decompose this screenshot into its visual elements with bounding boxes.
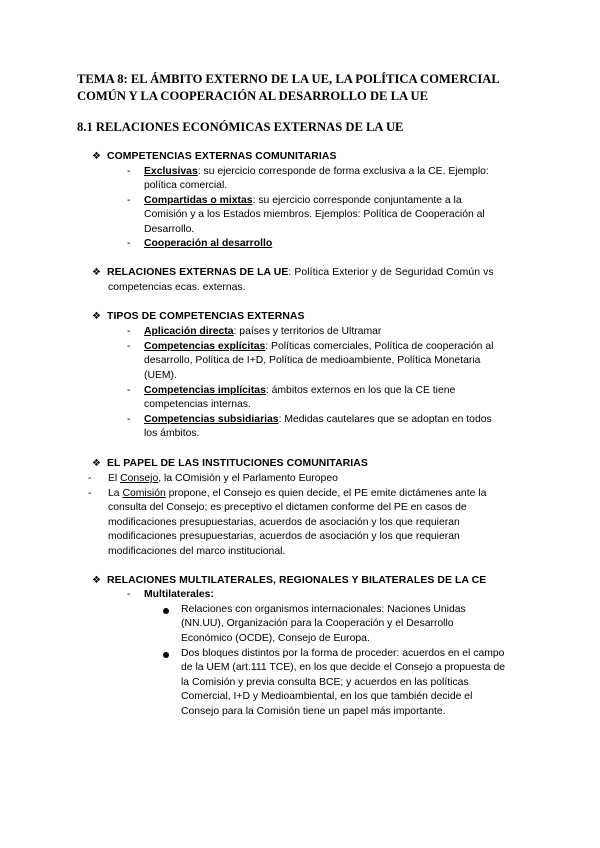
section-subtitle: 8.1 RELACIONES ECONÓMICAS EXTERNAS DE LA UE: [77, 120, 404, 134]
dash-bullet: -: [127, 385, 131, 396]
dash-bullet: -: [88, 473, 92, 484]
diamond-bullet-icon: ❖: [92, 575, 102, 586]
section-heading-competencias: [92, 150, 337, 164]
section-heading-instituciones: [92, 457, 368, 471]
title-line-1: TEMA 8: EL ÁMBITO EXTERNO DE LA UE, LA POLÍTICA COMERCIAL: [77, 72, 500, 86]
term-implicitas: Competencias implícitas: [144, 385, 266, 396]
section-heading-tipos: [92, 310, 305, 324]
section-heading-text: RELACIONES MULTILATERALES, REGIONALES Y BILATERALES DE LA CE: [107, 575, 487, 586]
dash-bullet: -: [127, 341, 131, 352]
term-cooperacion: Cooperación al desarrollo: [144, 238, 273, 249]
dash-bullet: -: [127, 195, 131, 206]
term-compartidas: Compartidas o mixtas: [144, 195, 253, 206]
diamond-bullet-icon: ❖: [92, 267, 102, 278]
subheading-multilaterales: Multilaterales:: [144, 589, 214, 600]
dash-bullet: -: [127, 166, 131, 177]
diamond-bullet-icon: ❖: [92, 151, 102, 162]
section-continuation: competencias ecas. externas.: [108, 282, 246, 293]
term-subsidiarias: Competencias subsidiarias: [144, 414, 279, 425]
bullet-dot-icon: [163, 652, 169, 658]
section-heading-text: COMPETENCIAS EXTERNAS COMUNITARIAS: [107, 151, 337, 162]
term-comision: Comisión: [122, 488, 166, 499]
dash-bullet: -: [127, 326, 131, 337]
section-heading-relaciones-multilaterales: [92, 574, 486, 588]
diamond-bullet-icon: ❖: [92, 311, 102, 322]
term-aplicacion-directa: Aplicación directa: [144, 326, 234, 337]
section-heading-text: EL PAPEL DE LAS INSTITUCIONES COMUNITARIAS: [107, 458, 368, 469]
dash-bullet: -: [127, 238, 131, 249]
dash-bullet: -: [127, 414, 131, 425]
section-heading-text: RELACIONES EXTERNAS DE LA UE: [107, 267, 289, 278]
page-title: [77, 71, 537, 104]
term-consejo: Consejo: [120, 473, 159, 484]
section-heading-relaciones-externas: ❖ RELACIONES EXTERNAS DE LA UE: Política Exterior y de Seguridad Común vs: [92, 267, 494, 278]
bullet-dot-icon: [163, 608, 169, 614]
term-exclusivas: Exclusivas: [144, 166, 198, 177]
dash-bullet: -: [127, 589, 131, 600]
section-heading-text: TIPOS DE COMPETENCIAS EXTERNAS: [107, 311, 305, 322]
dash-bullet: -: [88, 488, 92, 499]
title-line-2: COMÚN Y LA COOPERACIÓN AL DESARROLLO DE LA UE: [77, 88, 429, 103]
term-explicitas: Competencias explícitas: [144, 341, 266, 352]
diamond-bullet-icon: ❖: [92, 458, 102, 469]
